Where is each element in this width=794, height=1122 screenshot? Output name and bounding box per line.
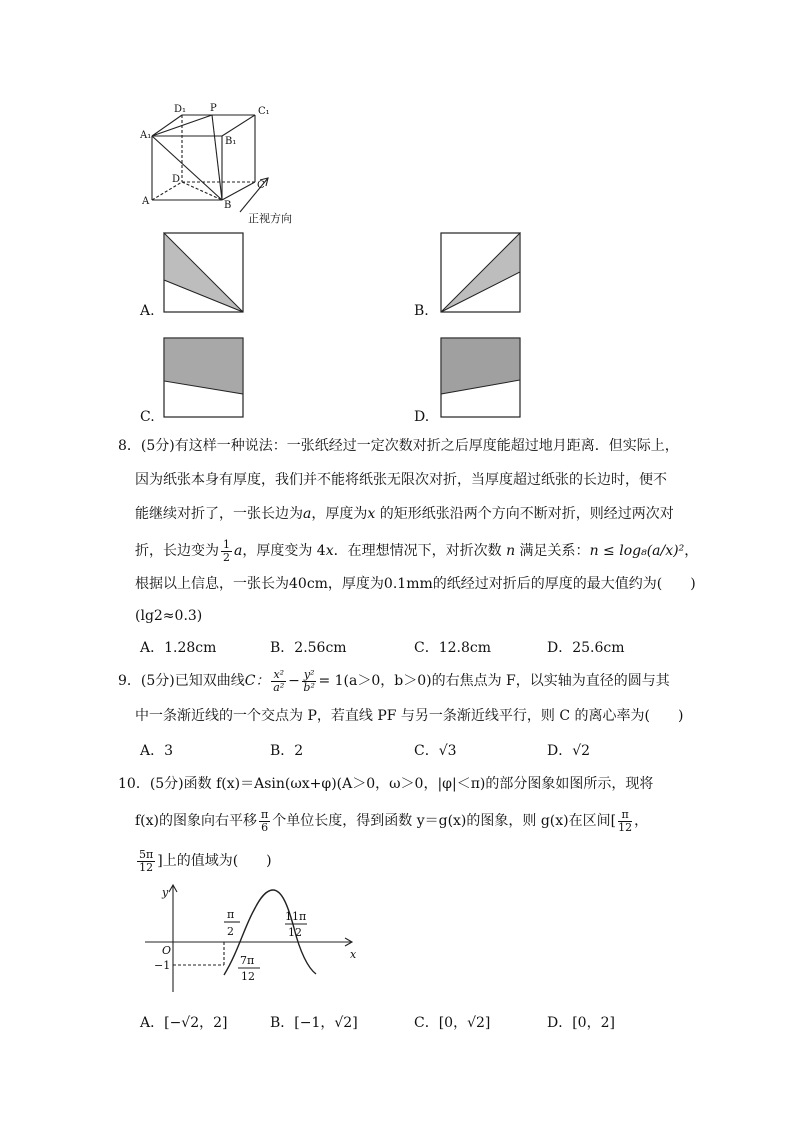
label-b1: B₁ [225, 136, 237, 147]
label-c1: C₁ [258, 106, 270, 117]
option-c-letter[interactable]: C. [140, 409, 155, 425]
q9-option-a[interactable]: A．3 [140, 743, 174, 759]
graph-7pi12-den: 12 [241, 970, 255, 983]
graph-x-label: x [350, 948, 357, 961]
q9-option-c[interactable]: C．√3 [414, 743, 457, 759]
q10-option-a[interactable]: A．[−√2，2] [140, 1015, 228, 1031]
option-a-letter[interactable]: A. [140, 303, 155, 319]
q9-option-b[interactable]: B．2 [270, 743, 304, 759]
option-c-figure [163, 337, 245, 419]
graph-7pi12-num: 7π [240, 954, 255, 967]
q10-option-c[interactable]: C．[0，√2] [414, 1015, 491, 1031]
q8-option-c[interactable]: C．12.8cm [414, 640, 491, 656]
q8-line-5: 根据以上信息，一张长为40cm，厚度为0.1mm的纸经过对折后的厚度的最大值约为( ) [135, 576, 696, 592]
q8-line-6: (lg2≈0.3) [135, 608, 203, 624]
q8-line-1: 8．(5分)有这样一种说法：一张纸经过一定次数对折之后厚度能超过地月距离．但实际上， [118, 438, 679, 454]
label-p: P [210, 103, 217, 114]
fraction-x2-a2: $\frac{\text{x²}}{\text{a²}}$ [273, 667, 285, 694]
view-direction-label: 正视方向 [248, 212, 292, 225]
q8-line-2: 因为纸张本身有厚度，我们并不能将纸张无限次对折，当厚度超过纸张的长边时，便不 [135, 472, 667, 488]
option-b-letter[interactable]: B. [414, 303, 429, 319]
fraction-half: $\frac{1}{2}$ [223, 537, 230, 564]
label-a1: A₁ [140, 130, 152, 141]
graph-11pi12-den: 12 [288, 926, 302, 939]
q8-option-a[interactable]: A．1.28cm [140, 640, 217, 656]
label-d1: D₁ [174, 104, 187, 115]
label-a: A [142, 196, 150, 207]
q9-option-d[interactable]: D．√2 [547, 743, 591, 759]
q8-formula: n ≤ log₈(a/x)² [589, 543, 685, 559]
option-d-figure [440, 337, 522, 419]
q10-line-2: f(x)的图象向右平移 $\frac{\pi}{6}$ 个单位长度，得到函数 y＝g(x)的图象，则 g(x)在区间[ $\frac{\pi}{12}$ ， [135, 807, 649, 834]
graph-neg1-label: −1 [154, 959, 171, 972]
q9-line-1: 9．(5分)已知双曲线C： $\frac{\text{x²}}{\text{a²}}$ − $\frac{\text{y²}}{\text{b²}}$ = 1(a＞0，b＞0)的右焦点为 F，以实轴为直径的圆与其 [118, 667, 670, 694]
graph-11pi12-num: 11π [285, 910, 307, 923]
label-b: B [224, 200, 232, 211]
cube-diagram [140, 100, 340, 225]
label-d: D [172, 174, 181, 185]
fraction-y2-b2: $\frac{\text{y²}}{\text{b²}}$ [303, 667, 315, 694]
graph-pi2-num: π [227, 908, 235, 921]
fraction-pi-6: $\frac{\pi}{6}$ [261, 807, 269, 834]
option-a-figure [163, 232, 245, 314]
fraction-pi-12: $\frac{\pi}{12}$ [618, 807, 633, 834]
cube-figure [140, 100, 340, 225]
graph-y-label: y [162, 886, 169, 899]
fraction-5pi-12: $\frac{5\pi}{12}$ [139, 847, 154, 874]
q10-line-1: 10．(5分)函数 f(x)＝Asin(ωx+φ)(A＞0，ω＞0，|φ|＜π)的部分图象如图所示，现将 [118, 776, 654, 792]
option-b-figure [440, 232, 522, 314]
sine-graph [140, 880, 370, 998]
q8-option-b[interactable]: B．2.56cm [270, 640, 347, 656]
label-c: C [257, 180, 265, 191]
q10-line-3: $\frac{5\pi}{12}$ ]上的值域为( ) [139, 847, 272, 874]
graph-origin-label: O [162, 944, 172, 957]
q8-line-4: 折，长边变为 $\frac{1}{2}$ a，厚度变为 4x．在理想情况下，对折次数 n 满足关系：n ≤ log₈(a/x)²， [135, 537, 699, 564]
option-d-letter[interactable]: D. [414, 409, 430, 425]
graph-pi2-den: 2 [227, 925, 234, 938]
q10-option-d[interactable]: D．[0，2] [547, 1015, 615, 1031]
q10-option-b[interactable]: B．[−1，√2] [270, 1015, 358, 1031]
q9-line-2: 中一条渐近线的一个交点为 P，若直线 PF 与另一条渐近线平行，则 C 的离心率为( ) [135, 708, 684, 724]
q8-line-3: 能继续对折了，一张长边为a，厚度为x 的矩形纸张沿两个方向不断对折，则经过两次对 [135, 506, 674, 522]
q8-option-d[interactable]: D．25.6cm [547, 640, 625, 656]
